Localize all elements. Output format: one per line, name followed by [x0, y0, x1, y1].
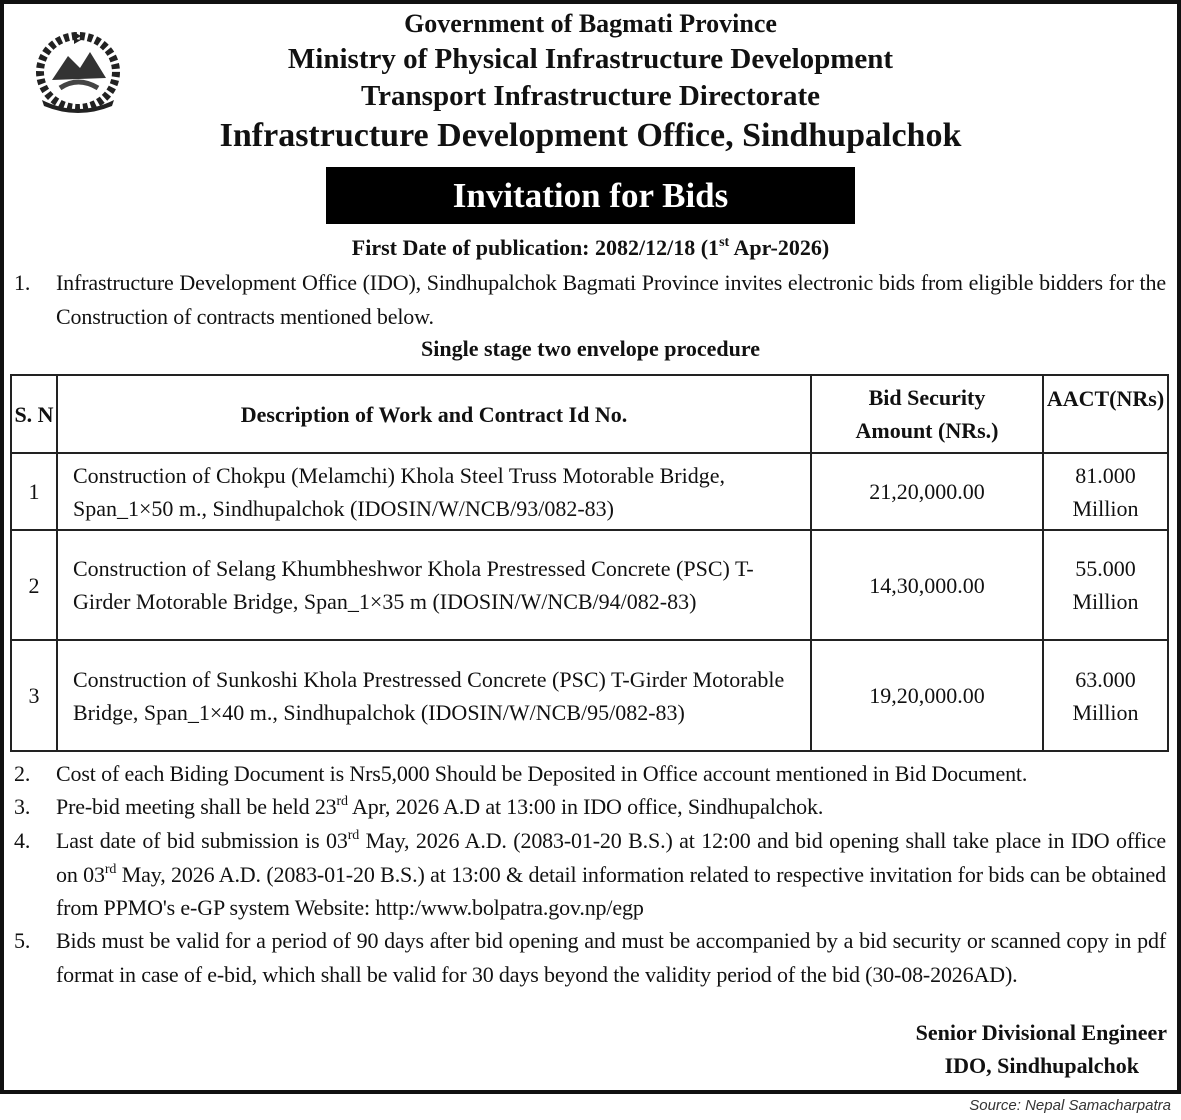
header-directorate: Transport Infrastructure Directorate [360, 80, 821, 112]
procedure-heading: Single stage two envelope procedure [421, 336, 760, 361]
signature-office: IDO, Sindhupalchok [944, 1053, 1139, 1078]
header-aact: AACT(NRs) [1043, 375, 1168, 453]
notice-title: Invitation for Bids [326, 167, 855, 224]
header-bid-security: Bid Security Amount (NRs.) [811, 375, 1043, 453]
table-row: 1 Construction of Chokpu (Melamchi) Khola Steel Truss Motorable Bridge, Span_1×50 m., Sindhupalchok (IDOSIN/W/NCB/93/082-83) 21,20,000.00 81.000 Million [11, 453, 1168, 530]
signature-title: Senior Divisional Engineer [915, 1020, 1167, 1045]
header-sn: S. N [11, 375, 57, 453]
table-row: 2 Construction of Selang Khumbheshwor Khola Prestressed Concrete (PSC) T-Girder Motorable Bridge, Span_1×35 m (IDOSIN/W/NCB/94/082-83) 14,30,000.00 55.000 Million [11, 530, 1168, 640]
contracts-table [10, 374, 1169, 752]
source-credit: Source: Nepal Samacharpatra [969, 1097, 1171, 1114]
table-row: 3 Construction of Sunkoshi Khola Prestressed Concrete (PSC) T-Girder Motorable Bridge, Span_1×40 m., Sindhupalchok (IDOSIN/W/NCB/95/082-83) 19,20,000.00 63.000 Million [11, 640, 1168, 751]
table-header-row [11, 375, 1168, 453]
header-office: Infrastructure Development Office, Sindhupalchok [219, 117, 962, 154]
header-government: Government of Bagmati Province [404, 9, 777, 38]
publication-date: First Date of publication: 2082/12/18 (1st Apr-2026) [351, 235, 830, 260]
header-description: Description of Work and Contract Id No. [57, 375, 811, 453]
header-ministry: Ministry of Physical Infrastructure Development [287, 43, 894, 75]
